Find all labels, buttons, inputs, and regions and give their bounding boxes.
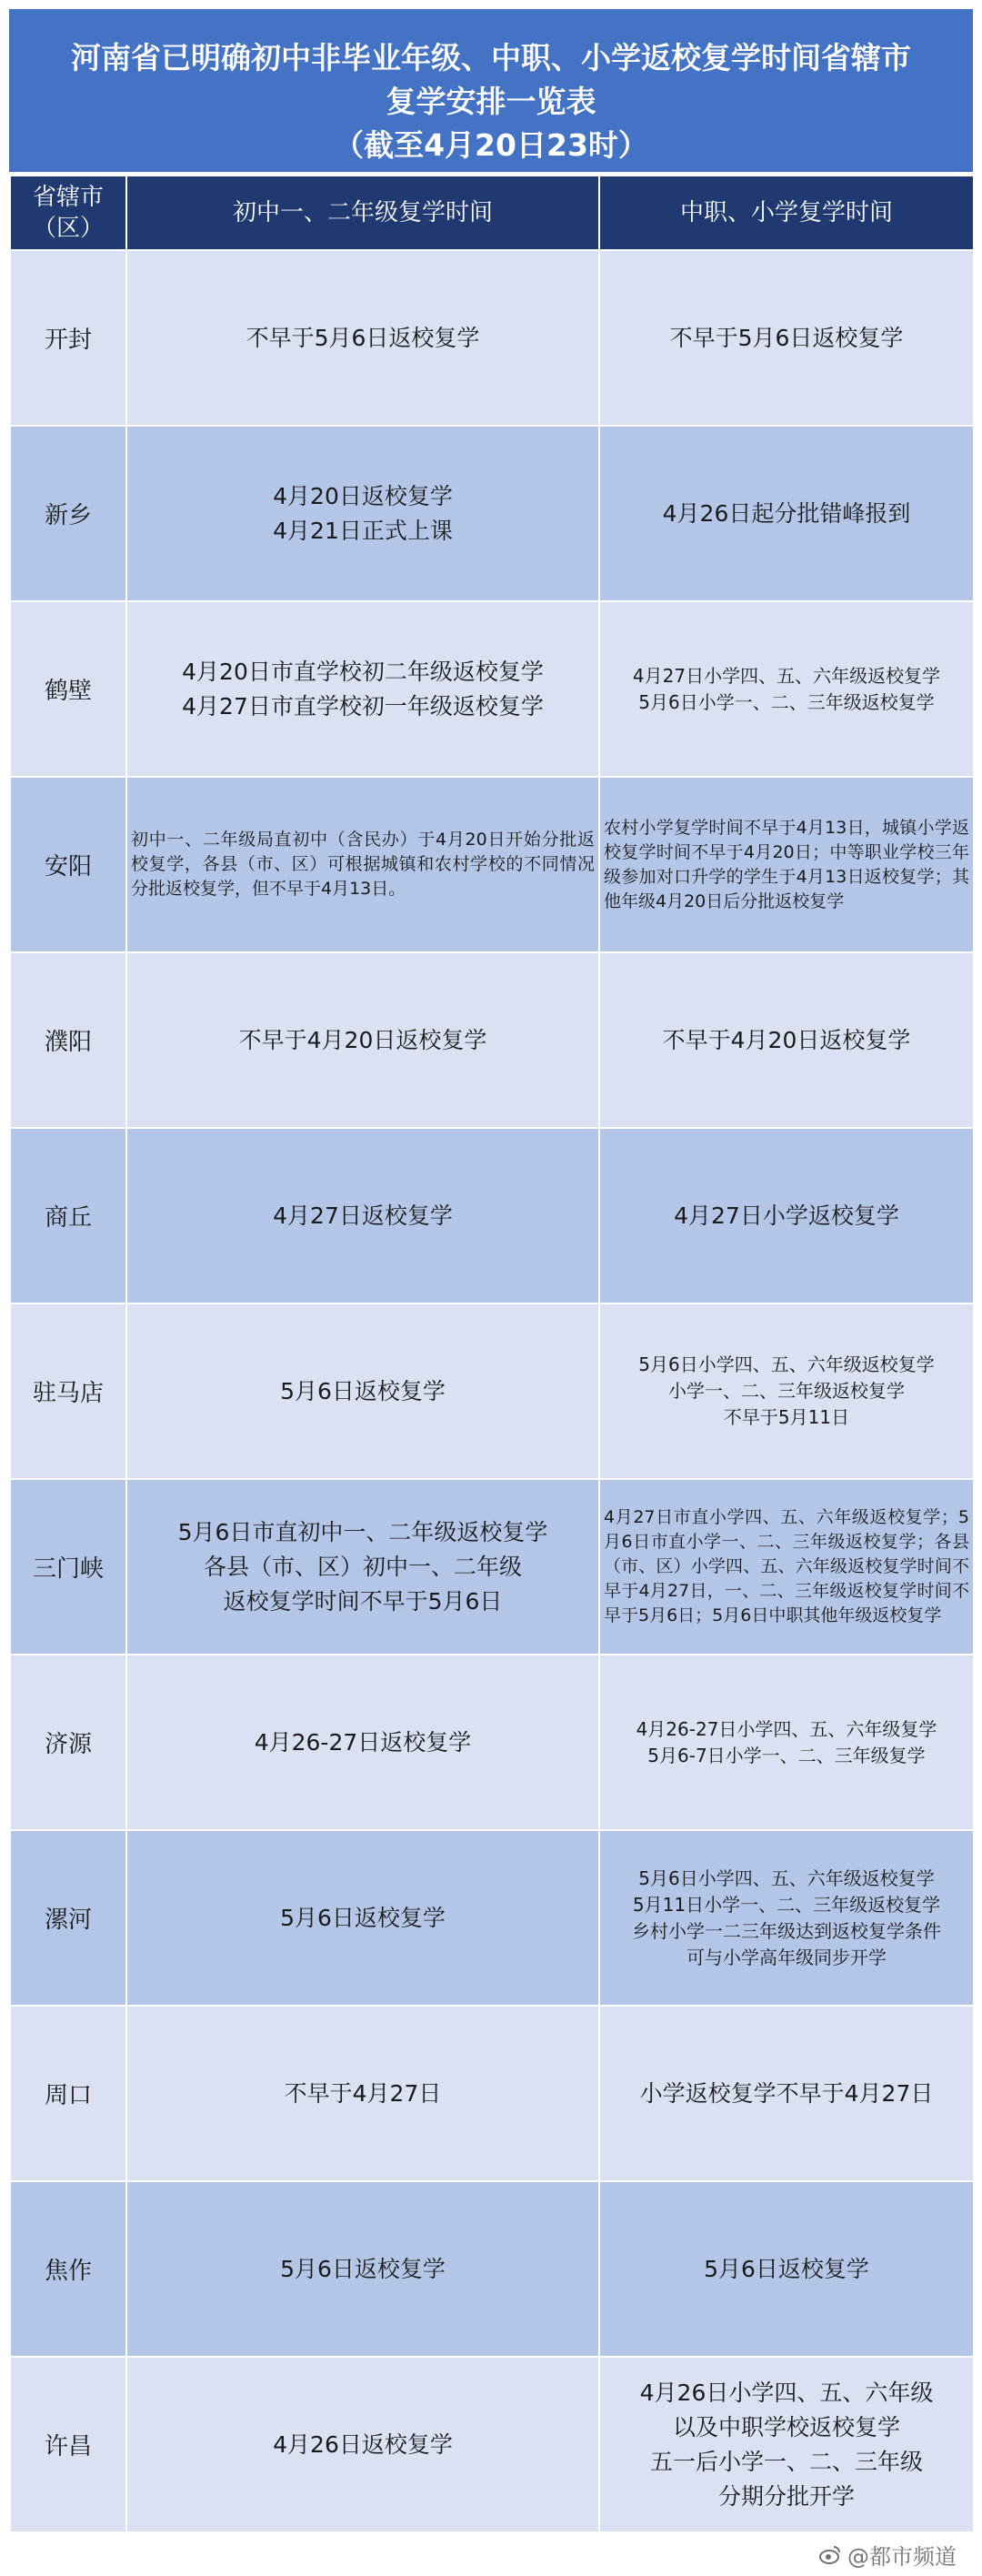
cell-text: 5月6日返校复学	[280, 2255, 446, 2282]
middle-school-cell	[126, 426, 599, 601]
city-cell: 三门峡	[10, 1479, 126, 1655]
cell-text: 4月27日返校复学	[273, 1202, 453, 1229]
header-primary-school: 中职、小学复学时间	[599, 176, 974, 250]
cell-text: 4月26日起分批错峰报到	[662, 499, 911, 527]
primary-school-cell	[599, 1128, 974, 1303]
cell-text: 5月6日返校复学	[280, 1377, 446, 1404]
table-row	[10, 2181, 974, 2357]
table-row	[10, 426, 974, 601]
cell-text: 5月6日市直初中一、二年级返校复学	[177, 1518, 548, 1545]
cell-text: 4月26-27日返校复学	[254, 1728, 472, 1756]
city-cell: 漯河	[10, 1830, 126, 2006]
cell-text: 4月27日小学返校复学	[674, 1202, 899, 1229]
primary-school-cell	[599, 1303, 974, 1479]
cell-text: 以及中职学校返校复学	[672, 2413, 900, 2440]
cell-text: 不早于5月11日	[723, 1406, 850, 1428]
primary-school-cell	[599, 777, 974, 952]
city-cell: 开封	[10, 250, 126, 426]
cell-text: 可与小学高年级同步开学	[686, 1946, 887, 1968]
middle-school-cell	[126, 601, 599, 777]
title-line-1: 河南省已明确初中非毕业年级、中职、小学返校复学时间省辖市	[71, 40, 911, 75]
cell-text: 返校复学时间不早于5月6日	[223, 1587, 503, 1615]
city-cell: 濮阳	[10, 952, 126, 1128]
middle-school-cell	[126, 1303, 599, 1479]
cell-text: 4月21日正式上课	[273, 517, 453, 544]
cell-text: 不早于5月6日返校复学	[669, 324, 904, 351]
table-row	[10, 1830, 974, 2006]
middle-school-cell	[126, 1128, 599, 1303]
cell-text: 4月26-27日小学四、五、六年级复学	[636, 1717, 937, 1740]
cell-text: 5月11日小学一、二、三年级返校复学	[632, 1893, 941, 1916]
middle-school-cell	[126, 2357, 599, 2532]
cell-text: 五一后小学一、二、三年级	[649, 2448, 923, 2475]
table-row	[10, 601, 974, 777]
schedule-table	[9, 175, 975, 2533]
cell-text: 4月27日市直小学四、五、六年级返校复学；5月6日市直小学一、二、三年级返校复学；各县（市、区）小学四、五、六年级返校复学时间不早于4月27日，一、二、三年级返校复学时间不早于5月6日；5月6日中职其他年级返校复学	[604, 1507, 969, 1625]
table-row	[10, 250, 974, 426]
table-row	[10, 1128, 974, 1303]
middle-school-cell	[126, 1830, 599, 2006]
cell-text: 5月6日小学四、五、六年级返校复学	[638, 1353, 935, 1375]
primary-school-cell	[599, 1479, 974, 1655]
title-line-3: （截至4月20日23时）	[334, 127, 648, 163]
cell-text: 不早于5月6日返校复学	[246, 324, 480, 351]
table-row	[10, 777, 974, 952]
cell-text: 5月6-7日小学一、二、三年级复学	[647, 1744, 926, 1766]
cell-text: 4月27日小学四、五、六年级返校复学	[632, 664, 941, 687]
cell-text: 4月26日小学四、五、六年级	[639, 2379, 934, 2406]
middle-school-cell	[126, 952, 599, 1128]
cell-text: 5月6日小学四、五、六年级返校复学	[638, 1867, 935, 1889]
cell-text: 4月20日市直学校初二年级返校复学	[182, 658, 544, 685]
primary-school-cell	[599, 2006, 974, 2181]
city-cell: 周口	[10, 2006, 126, 2181]
primary-school-cell	[599, 426, 974, 601]
cell-text: 小学返校复学不早于4月27日	[639, 2079, 934, 2107]
cell-text: 5月6日返校复学	[280, 1904, 446, 1931]
cell-text: 小学一、二、三年级返校复学	[668, 1380, 905, 1402]
watermark-text: @都市频道	[847, 2544, 957, 2570]
city-cell: 许昌	[10, 2357, 126, 2532]
table-row	[10, 2357, 974, 2532]
middle-school-cell	[126, 777, 599, 952]
cell-text: 不早于4月27日	[284, 2079, 442, 2107]
table-row	[10, 1479, 974, 1655]
city-cell: 新乡	[10, 426, 126, 601]
table-title	[9, 9, 973, 175]
cell-text: 不早于4月20日返校复学	[238, 1026, 487, 1053]
header-middle-school: 初中一、二年级复学时间	[126, 176, 599, 250]
primary-school-cell	[599, 1830, 974, 2006]
header-row	[10, 176, 974, 250]
cell-text: 5月6日小学一、二、三年级返校复学	[638, 690, 935, 713]
title-line-2: 复学安排一览表	[386, 84, 596, 119]
cell-text: 农村小学复学时间不早于4月13日，城镇小学返校复学时间不早于4月20日；中等职业学校三年级参加对口升学的学生于4月13日返校复学；其他年级4月20日后分批返校复学	[604, 817, 969, 911]
middle-school-cell	[126, 2181, 599, 2357]
middle-school-cell	[126, 1479, 599, 1655]
weibo-logo-icon	[818, 2543, 842, 2567]
cell-text: 分期分批开学	[717, 2482, 855, 2510]
cell-text: 4月20日返校复学	[273, 482, 453, 509]
cell-text: 各县（市、区）初中一、二年级	[203, 1553, 522, 1580]
primary-school-cell	[599, 1655, 974, 1830]
primary-school-cell	[599, 2357, 974, 2532]
table-row	[10, 1655, 974, 1830]
middle-school-cell	[126, 250, 599, 426]
city-cell: 焦作	[10, 2181, 126, 2357]
primary-school-cell	[599, 601, 974, 777]
city-cell: 商丘	[10, 1128, 126, 1303]
city-cell: 安阳	[10, 777, 126, 952]
cell-text: 5月6日返校复学	[704, 2255, 869, 2282]
weibo-watermark	[818, 2539, 957, 2571]
schedule-sheet	[9, 9, 973, 2533]
header-city: 省辖市（区）	[10, 176, 126, 250]
middle-school-cell	[126, 1655, 599, 1830]
cell-text: 4月26日返校复学	[273, 2430, 453, 2458]
table-row	[10, 1303, 974, 1479]
primary-school-cell	[599, 2181, 974, 2357]
cell-text: 不早于4月20日返校复学	[662, 1026, 911, 1053]
city-cell: 鹤壁	[10, 601, 126, 777]
middle-school-cell	[126, 2006, 599, 2181]
cell-text: 4月27日市直学校初一年级返校复学	[182, 692, 544, 719]
primary-school-cell	[599, 952, 974, 1128]
cell-text: 初中一、二年级局直初中（含民办）于4月20日开始分批返校复学，各县（市、区）可根据城镇和农村学校的不同情况分批返校复学，但不早于4月13日。	[131, 830, 595, 899]
table-row	[10, 2006, 974, 2181]
city-cell: 驻马店	[10, 1303, 126, 1479]
table-row	[10, 952, 974, 1128]
primary-school-cell	[599, 250, 974, 426]
cell-text: 乡村小学一二三年级达到返校复学条件	[632, 1919, 941, 1942]
city-cell: 济源	[10, 1655, 126, 1830]
